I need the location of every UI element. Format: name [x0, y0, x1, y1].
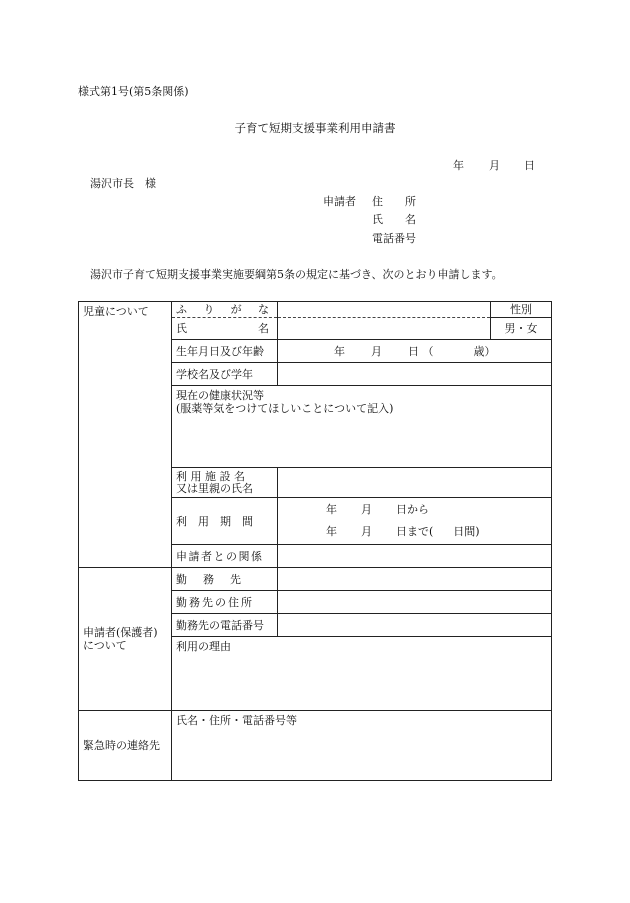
form-number: 様式第1号(第5条関係) — [78, 85, 189, 98]
period-from — [282, 499, 547, 521]
guardian-title-line1: 申請者(保護者) — [83, 626, 158, 639]
facility-label-line1: 利用施設名 — [176, 469, 249, 483]
workplace-address-label: 勤務先の住所 — [172, 591, 278, 614]
school-field[interactable] — [278, 363, 552, 386]
applicant-name: 氏 名 — [372, 213, 416, 226]
health-note: (服薬等気をつけてほしいことについて記入) — [176, 402, 394, 415]
furigana-char: り — [203, 303, 215, 316]
birth-year: 年 — [334, 344, 345, 358]
emergency-contact-label: 氏名・住所・電話番号等 — [176, 714, 297, 727]
page-title: 子育て短期支援事業利用申請書 — [234, 121, 396, 135]
section-emergency-title: 緊急時の連絡先 — [79, 711, 172, 781]
furigana-char: が — [230, 303, 242, 316]
guardian-title-line2: について — [83, 639, 127, 652]
health-field[interactable] — [172, 386, 552, 468]
workplace-phone-field[interactable] — [278, 614, 552, 637]
name-label — [172, 318, 278, 340]
name-char: 名 — [258, 322, 269, 335]
furigana-char: な — [257, 303, 269, 316]
date-day: 日 — [524, 159, 535, 172]
section-child-title: 児童について — [79, 302, 172, 568]
period-from-month: 月 — [361, 503, 372, 516]
applicant-label: 申請者 — [323, 195, 356, 208]
period-label: 利用期間 — [172, 498, 278, 545]
birth-age-field[interactable] — [278, 340, 552, 363]
birth-day: 日 （ — [408, 344, 434, 358]
furigana-field[interactable] — [278, 302, 491, 318]
workplace-field[interactable] — [278, 568, 552, 591]
reason-label: 利用の理由 — [176, 640, 231, 653]
period-to-month: 月 — [361, 525, 372, 538]
date-year: 年 — [453, 159, 464, 172]
applicant-address: 住 所 — [372, 195, 416, 208]
gender-value[interactable]: 男・女 — [491, 318, 552, 340]
table-row — [79, 568, 552, 591]
applicant-phone: 電話番号 — [372, 232, 416, 245]
period-from-year: 年 — [326, 503, 337, 516]
child-name-field[interactable] — [278, 318, 491, 340]
application-table — [78, 301, 552, 781]
period-to-days: 日間) — [453, 525, 480, 538]
intro-text: 湯沢市子育て短期支援事業実施要綱第5条の規定に基づき、次のとおり申請します。 — [90, 268, 503, 281]
section-guardian-title — [79, 568, 172, 711]
reason-field[interactable] — [172, 637, 552, 711]
relation-label: 申請者との関係 — [172, 545, 278, 568]
emergency-field[interactable] — [172, 711, 552, 781]
school-label: 学校名及び学年 — [172, 363, 278, 386]
relation-field[interactable] — [278, 545, 552, 568]
date-month: 月 — [489, 159, 500, 172]
period-to-year: 年 — [326, 525, 337, 538]
period-to — [282, 521, 547, 543]
name-char: 氏 — [176, 322, 187, 335]
workplace-phone-label: 勤務先の電話番号 — [172, 614, 278, 637]
period-to-day: 日まで( — [396, 525, 434, 538]
table-row — [79, 711, 552, 781]
birth-age: 歳） — [473, 344, 496, 358]
workplace-label: 勤務先 — [172, 568, 278, 591]
birth-age-label: 生年月日及び年齢 — [172, 340, 278, 363]
furigana-char: ふ — [176, 303, 187, 316]
birth-month: 月 — [371, 344, 382, 358]
facility-field[interactable] — [278, 468, 552, 498]
gender-header: 性別 — [491, 302, 552, 318]
period-field[interactable] — [278, 498, 552, 545]
period-from-day: 日から — [396, 503, 429, 516]
furigana-label — [172, 302, 278, 318]
facility-label-line2: 又は里親の氏名 — [176, 481, 253, 495]
health-title: 現在の健康状況等 — [176, 389, 264, 402]
workplace-address-field[interactable] — [278, 591, 552, 614]
addressee: 湯沢市長 様 — [90, 177, 156, 190]
table-row — [79, 302, 552, 318]
facility-label — [172, 468, 278, 498]
